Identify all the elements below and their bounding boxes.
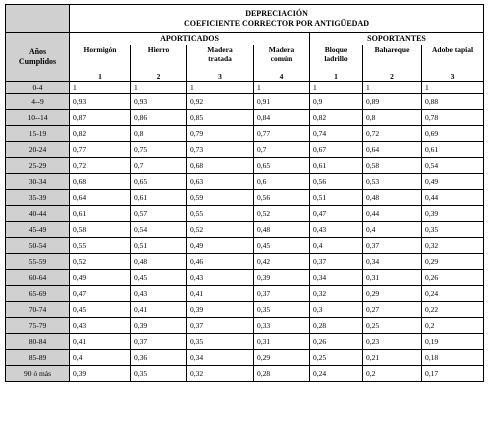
coefficient-cell: 0,25 bbox=[310, 349, 363, 365]
coefficient-cell: 0,48 bbox=[254, 221, 310, 237]
coefficient-cell: 0,84 bbox=[254, 109, 310, 125]
coefficient-cell: 0,43 bbox=[70, 317, 131, 333]
age-header-line-1: Años bbox=[28, 46, 47, 56]
coefficient-cell: 0,41 bbox=[187, 285, 254, 301]
table-row bbox=[6, 237, 484, 253]
coefficient-cell: 1 bbox=[422, 81, 484, 93]
coefficient-cell: 0,54 bbox=[422, 157, 484, 173]
column-header-line-1: Madera bbox=[268, 44, 295, 54]
coefficient-cell: 0,75 bbox=[131, 141, 187, 157]
coefficient-cell: 0,48 bbox=[363, 189, 422, 205]
coefficient-cell: 1 bbox=[363, 81, 422, 93]
coefficient-cell: 0,2 bbox=[363, 365, 422, 381]
table-row bbox=[6, 317, 484, 333]
coefficient-cell: 0,43 bbox=[187, 269, 254, 285]
coefficient-cell: 0,47 bbox=[310, 205, 363, 221]
coefficient-cell: 0,26 bbox=[310, 333, 363, 349]
coefficient-cell: 0,55 bbox=[70, 237, 131, 253]
column-header bbox=[363, 45, 422, 72]
coefficient-cell: 0,7 bbox=[254, 141, 310, 157]
coefficient-cell: 0,69 bbox=[422, 125, 484, 141]
age-range-cell: 80-84 bbox=[6, 333, 70, 349]
coefficient-cell: 0,41 bbox=[131, 301, 187, 317]
coefficient-cell: 0,56 bbox=[254, 189, 310, 205]
coefficient-cell: 0,68 bbox=[70, 173, 131, 189]
column-number: 1 bbox=[70, 72, 131, 82]
column-number: 3 bbox=[422, 72, 484, 82]
coefficient-cell: 0,58 bbox=[363, 157, 422, 173]
coefficient-cell: 0,35 bbox=[187, 333, 254, 349]
coefficient-cell: 0,37 bbox=[254, 285, 310, 301]
column-header-line-1: Bloque bbox=[324, 44, 348, 54]
coefficient-cell: 0,34 bbox=[363, 253, 422, 269]
table-row bbox=[6, 157, 484, 173]
age-range-cell: 4--9 bbox=[6, 93, 70, 109]
coefficient-cell: 0,7 bbox=[131, 157, 187, 173]
column-number: 1 bbox=[310, 72, 363, 82]
coefficient-cell: 0,87 bbox=[70, 109, 131, 125]
coefficient-cell: 0,82 bbox=[310, 109, 363, 125]
coefficient-cell: 0,51 bbox=[131, 237, 187, 253]
coefficient-cell: 0,49 bbox=[187, 237, 254, 253]
coefficient-cell: 0,58 bbox=[70, 221, 131, 237]
age-range-cell: 90 ó más bbox=[6, 365, 70, 381]
coefficient-cell: 0,49 bbox=[422, 173, 484, 189]
coefficient-cell: 0,35 bbox=[131, 365, 187, 381]
coefficient-cell: 0,48 bbox=[131, 253, 187, 269]
coefficient-cell: 0,18 bbox=[422, 349, 484, 365]
coefficient-cell: 0,43 bbox=[310, 221, 363, 237]
coefficient-cell: 0,31 bbox=[254, 333, 310, 349]
coefficient-cell: 0,28 bbox=[310, 317, 363, 333]
coefficient-cell: 0,39 bbox=[70, 365, 131, 381]
coefficient-cell: 0,63 bbox=[187, 173, 254, 189]
table-row bbox=[6, 285, 484, 301]
coefficient-cell: 0,54 bbox=[131, 221, 187, 237]
coefficient-cell: 0,51 bbox=[310, 189, 363, 205]
coefficient-cell: 0,45 bbox=[254, 237, 310, 253]
coefficient-cell: 0,37 bbox=[131, 333, 187, 349]
coefficient-cell: 0,72 bbox=[70, 157, 131, 173]
age-range-cell: 45-49 bbox=[6, 221, 70, 237]
coefficient-cell: 0,26 bbox=[422, 269, 484, 285]
column-number: 3 bbox=[187, 72, 254, 82]
age-range-cell: 50-54 bbox=[6, 237, 70, 253]
column-number: 4 bbox=[254, 72, 310, 82]
coefficient-cell: 0,85 bbox=[187, 109, 254, 125]
table-row bbox=[6, 205, 484, 221]
coefficient-cell: 0,4 bbox=[70, 349, 131, 365]
depreciation-table bbox=[5, 4, 484, 382]
coefficient-cell: 0,34 bbox=[310, 269, 363, 285]
age-range-cell: 30-34 bbox=[6, 173, 70, 189]
coefficient-cell: 0,64 bbox=[363, 141, 422, 157]
coefficient-cell: 0,39 bbox=[131, 317, 187, 333]
coefficient-cell: 0,93 bbox=[131, 93, 187, 109]
coefficient-cell: 0,39 bbox=[187, 301, 254, 317]
table-row bbox=[6, 189, 484, 205]
age-range-cell: 60-64 bbox=[6, 269, 70, 285]
age-range-cell: 65-69 bbox=[6, 285, 70, 301]
coefficient-cell: 0,65 bbox=[254, 157, 310, 173]
coefficient-cell: 0,25 bbox=[363, 317, 422, 333]
title-corner-cell bbox=[6, 5, 70, 33]
coefficient-cell: 0,24 bbox=[422, 285, 484, 301]
coefficient-cell: 0,35 bbox=[422, 221, 484, 237]
table-row bbox=[6, 93, 484, 109]
table-row bbox=[6, 253, 484, 269]
coefficient-cell: 0,37 bbox=[363, 237, 422, 253]
coefficient-cell: 0,78 bbox=[422, 109, 484, 125]
coefficient-cell: 0,49 bbox=[70, 269, 131, 285]
coefficient-cell: 0,47 bbox=[70, 285, 131, 301]
age-header-line-2: Cumplidos bbox=[18, 56, 57, 66]
coefficient-cell: 0,74 bbox=[310, 125, 363, 141]
coefficient-cell: 0,41 bbox=[70, 333, 131, 349]
column-header-line-1: Madera bbox=[207, 44, 233, 54]
column-header-line-2: ladrillo bbox=[324, 53, 348, 63]
column-header bbox=[310, 45, 363, 72]
coefficient-cell: 0,44 bbox=[422, 189, 484, 205]
column-header bbox=[254, 45, 310, 72]
age-range-cell: 35-39 bbox=[6, 189, 70, 205]
coefficient-cell: 0,32 bbox=[187, 365, 254, 381]
column-header bbox=[70, 45, 131, 72]
coefficient-cell: 0,46 bbox=[187, 253, 254, 269]
table-row bbox=[6, 365, 484, 381]
coefficient-cell: 0,61 bbox=[70, 205, 131, 221]
coefficient-cell: 0,61 bbox=[422, 141, 484, 157]
coefficient-cell: 0,35 bbox=[254, 301, 310, 317]
age-range-cell: 85-89 bbox=[6, 349, 70, 365]
coefficient-cell: 0,8 bbox=[363, 109, 422, 125]
coefficient-cell: 0,57 bbox=[131, 205, 187, 221]
coefficient-cell: 0,67 bbox=[310, 141, 363, 157]
age-range-cell: 75-79 bbox=[6, 317, 70, 333]
coefficient-cell: 0,39 bbox=[422, 205, 484, 221]
coefficient-cell: 0,4 bbox=[363, 221, 422, 237]
coefficient-cell: 0,27 bbox=[363, 301, 422, 317]
coefficient-cell: 1 bbox=[70, 81, 131, 93]
age-header bbox=[6, 33, 70, 82]
coefficient-cell: 0,79 bbox=[187, 125, 254, 141]
coefficient-cell: 0,28 bbox=[254, 365, 310, 381]
coefficient-cell: 0,61 bbox=[310, 157, 363, 173]
table-row bbox=[6, 301, 484, 317]
coefficient-cell: 0,72 bbox=[363, 125, 422, 141]
coefficient-cell: 0,22 bbox=[422, 301, 484, 317]
coefficient-cell: 0,17 bbox=[422, 365, 484, 381]
table-title bbox=[70, 5, 484, 33]
column-header-line-1: Bahareque bbox=[374, 44, 410, 54]
group-header-soportantes: SOPORTANTES bbox=[310, 33, 484, 45]
column-header-line-1: Adobe tapial bbox=[431, 44, 474, 54]
coefficient-cell: 0,37 bbox=[310, 253, 363, 269]
column-header bbox=[187, 45, 254, 72]
coefficient-cell: 0,9 bbox=[310, 93, 363, 109]
column-header-line-2: tratada bbox=[208, 53, 232, 63]
coefficient-cell: 0,53 bbox=[363, 173, 422, 189]
coefficient-cell: 0,32 bbox=[310, 285, 363, 301]
coefficient-cell: 0,77 bbox=[254, 125, 310, 141]
coefficient-cell: 0,89 bbox=[363, 93, 422, 109]
coefficient-cell: 0,31 bbox=[363, 269, 422, 285]
column-number: 2 bbox=[363, 72, 422, 82]
column-header bbox=[131, 45, 187, 72]
coefficient-cell: 0,59 bbox=[187, 189, 254, 205]
coefficient-cell: 0,88 bbox=[422, 93, 484, 109]
title-line-2: COEFICIENTE CORRECTOR POR ANTIGÜEDAD bbox=[184, 18, 370, 28]
coefficient-cell: 0,52 bbox=[70, 253, 131, 269]
coefficient-cell: 0,29 bbox=[422, 253, 484, 269]
title-line-1: DEPRECIACIÓN bbox=[245, 8, 308, 18]
coefficient-cell: 1 bbox=[187, 81, 254, 93]
coefficient-cell: 0,86 bbox=[131, 109, 187, 125]
coefficient-cell: 0,52 bbox=[254, 205, 310, 221]
table-row bbox=[6, 173, 484, 189]
coefficient-cell: 0,45 bbox=[70, 301, 131, 317]
coefficient-cell: 0,44 bbox=[363, 205, 422, 221]
age-range-cell: 0-4 bbox=[6, 81, 70, 93]
coefficient-cell: 0,56 bbox=[310, 173, 363, 189]
coefficient-cell: 0,32 bbox=[422, 237, 484, 253]
age-range-cell: 10--14 bbox=[6, 109, 70, 125]
coefficient-cell: 0,4 bbox=[310, 237, 363, 253]
coefficient-cell: 0,34 bbox=[187, 349, 254, 365]
coefficient-cell: 0,61 bbox=[131, 189, 187, 205]
coefficient-cell: 0,52 bbox=[187, 221, 254, 237]
coefficient-cell: 0,3 bbox=[310, 301, 363, 317]
coefficient-cell: 0,92 bbox=[187, 93, 254, 109]
coefficient-cell: 0,93 bbox=[70, 93, 131, 109]
coefficient-cell: 0,82 bbox=[70, 125, 131, 141]
coefficient-cell: 0,6 bbox=[254, 173, 310, 189]
coefficient-cell: 0,65 bbox=[131, 173, 187, 189]
coefficient-cell: 0,55 bbox=[187, 205, 254, 221]
table-row bbox=[6, 221, 484, 237]
column-header-line-1: Hormigón bbox=[83, 44, 117, 54]
coefficient-cell: 0,29 bbox=[254, 349, 310, 365]
column-header-line-1: Hierro bbox=[147, 44, 170, 54]
coefficient-cell: 0,23 bbox=[363, 333, 422, 349]
coefficient-cell: 0,33 bbox=[254, 317, 310, 333]
age-range-cell: 55-59 bbox=[6, 253, 70, 269]
coefficient-cell: 0,68 bbox=[187, 157, 254, 173]
table-row bbox=[6, 141, 484, 157]
coefficient-cell: 0,39 bbox=[254, 269, 310, 285]
coefficient-cell: 0,37 bbox=[187, 317, 254, 333]
age-range-cell: 25-29 bbox=[6, 157, 70, 173]
table-row bbox=[6, 269, 484, 285]
coefficient-cell: 0,77 bbox=[70, 141, 131, 157]
column-header bbox=[422, 45, 484, 72]
column-header-line-2: común bbox=[270, 53, 293, 63]
coefficient-cell: 1 bbox=[131, 81, 187, 93]
coefficient-cell: 0,36 bbox=[131, 349, 187, 365]
coefficient-cell: 0,42 bbox=[254, 253, 310, 269]
coefficient-cell: 0,45 bbox=[131, 269, 187, 285]
age-range-cell: 20-24 bbox=[6, 141, 70, 157]
table-row bbox=[6, 349, 484, 365]
coefficient-cell: 1 bbox=[254, 81, 310, 93]
coefficient-cell: 0,91 bbox=[254, 93, 310, 109]
coefficient-cell: 0,73 bbox=[187, 141, 254, 157]
coefficient-cell: 0,43 bbox=[131, 285, 187, 301]
table-row bbox=[6, 125, 484, 141]
coefficient-cell: 0,64 bbox=[70, 189, 131, 205]
group-header-aporticados: APORTICADOS bbox=[70, 33, 310, 45]
column-number: 2 bbox=[131, 72, 187, 82]
table-row bbox=[6, 333, 484, 349]
coefficient-cell: 0,21 bbox=[363, 349, 422, 365]
table-row bbox=[6, 109, 484, 125]
age-range-cell: 70-74 bbox=[6, 301, 70, 317]
age-range-cell: 40-44 bbox=[6, 205, 70, 221]
age-range-cell: 15-19 bbox=[6, 125, 70, 141]
coefficient-cell: 0,24 bbox=[310, 365, 363, 381]
coefficient-cell: 0,8 bbox=[131, 125, 187, 141]
coefficient-cell: 1 bbox=[310, 81, 363, 93]
coefficient-cell: 0,19 bbox=[422, 333, 484, 349]
table-row bbox=[6, 81, 484, 93]
coefficient-cell: 0,29 bbox=[363, 285, 422, 301]
coefficient-cell: 0,2 bbox=[422, 317, 484, 333]
